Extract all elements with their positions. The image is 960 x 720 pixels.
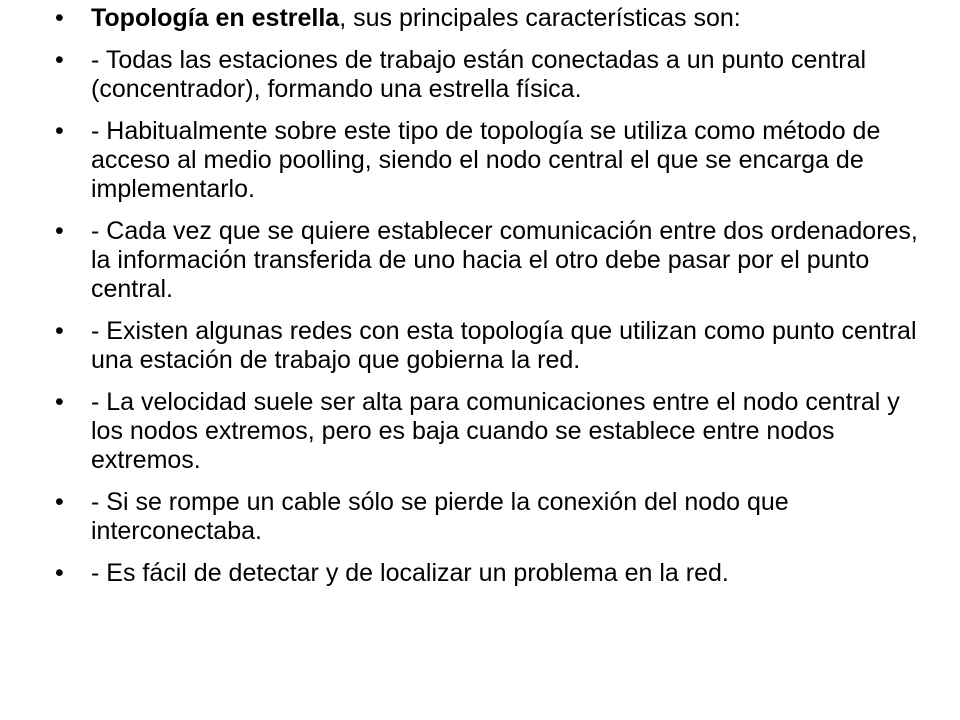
bullet-text: - La velocidad suele ser alta para comunicaciones entre el nodo central y los nodos extremos, pero es baja cuando se establece entre nodos extremos.: [91, 388, 900, 474]
bullet-text: - Si se rompe un cable sólo se pierde la conexión del nodo que interconectaba.: [91, 488, 789, 545]
bullet-text: - Es fácil de detectar y de localizar un problema en la red.: [91, 559, 729, 587]
bullet-item: [55, 217, 925, 304]
bullet-marker: •: [55, 4, 64, 32]
bullet-item: [55, 117, 925, 204]
bullet-item: [55, 388, 925, 475]
bullet-item: [55, 46, 925, 104]
bullet-marker: •: [55, 388, 64, 416]
bullet-text: - Cada vez que se quiere establecer comunicación entre dos ordenadores, la información transferida de uno hacia el otro debe pasar por el punto central.: [91, 217, 918, 303]
intro-bold-text: Topología en estrella: [91, 4, 340, 32]
bullet-text: - Existen algunas redes con esta topología que utilizan como punto central una estación de trabajo que gobierna la red.: [91, 317, 917, 374]
bullet-marker: •: [55, 317, 64, 345]
bullet-list: [55, 4, 925, 588]
bullet-text: - Habitualmente sobre este tipo de topología se utiliza como método de acceso al medio poolling, siendo el nodo central el que se encarga de implementarlo.: [91, 117, 881, 203]
bullet-marker: •: [55, 488, 64, 516]
bullet-marker: •: [55, 217, 64, 245]
bullet-item: [55, 317, 925, 375]
bullet-text: - Todas las estaciones de trabajo están conectadas a un punto central (concentrador), formando una estrella física.: [91, 46, 867, 103]
bullet-marker: •: [55, 46, 64, 74]
bullet-marker: •: [55, 117, 64, 145]
intro-rest-text: , sus principales características son:: [339, 4, 741, 32]
bullet-item-intro: [55, 4, 925, 33]
bullet-marker: •: [55, 559, 64, 587]
bullet-item: [55, 559, 925, 588]
bullet-item: [55, 488, 925, 546]
